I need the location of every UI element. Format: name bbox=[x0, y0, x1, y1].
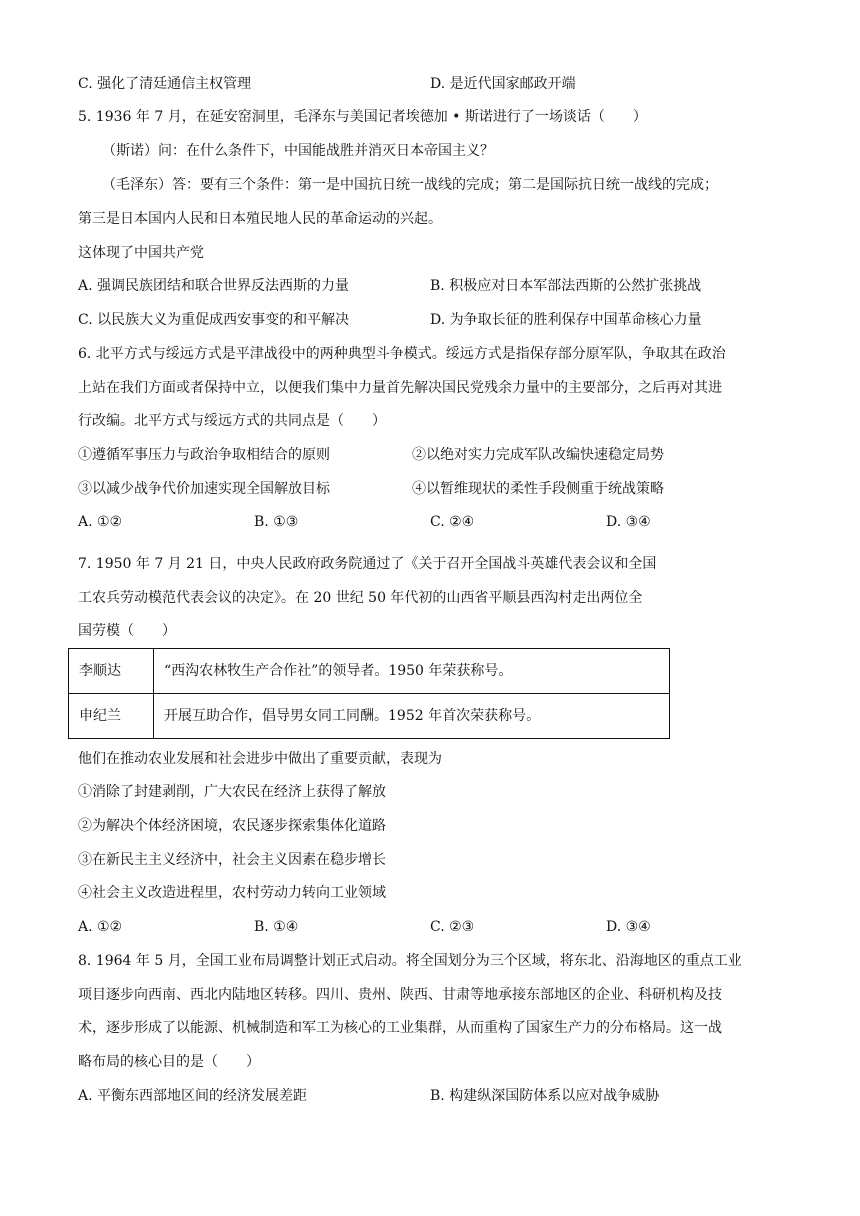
q6-stem-line-1: 6. 北平方式与绥远方式是平津战役中的两种典型斗争模式。绥远方式是指保存部分原军队，争取其在政治 bbox=[78, 346, 726, 362]
q8-stem-line-1: 8. 1964 年 5 月，全国工业布局调整计划正式启动。将全国划分为三个区域，将东北、沿海地区的重点工业 bbox=[78, 953, 742, 969]
q5-option-b: B. 积极应对日本军部法西斯的公然扩张挑战 bbox=[430, 278, 702, 294]
q6-option-a: A. ①② bbox=[78, 514, 123, 530]
q6-item-3: ③以减少战争代价加速实现全国解放目标 bbox=[78, 481, 330, 497]
table-row bbox=[69, 649, 670, 694]
q4-option-d: D. 是近代国家邮政开端 bbox=[430, 76, 576, 92]
q8-stem-line-4: 略布局的核心目的是（ ） bbox=[78, 1054, 260, 1070]
q7-lead: 他们在推动农业发展和社会进步中做出了重要贡献，表现为 bbox=[78, 751, 442, 767]
q6-option-d: D. ③④ bbox=[606, 514, 651, 530]
q7-item-3: ③在新民主主义经济中，社会主义因素在稳步增长 bbox=[78, 852, 386, 868]
q6-stem-line-2: 上站在我们方面或者保持中立，以便我们集中力量首先解决国民党残余力量中的主要部分，之后再对其进 bbox=[78, 380, 722, 396]
q5-answer-line-1: （毛泽东）答：要有三个条件：第一是中国抗日统一战线的完成；第二是国际抗日统一战线的完成； bbox=[102, 177, 718, 193]
q6-option-b: B. ①③ bbox=[254, 514, 299, 530]
q6-stem-line-3: 行改编。北平方式与绥远方式的共同点是（ ） bbox=[78, 413, 386, 429]
q7-stem-line-3: 国劳模（ ） bbox=[78, 623, 176, 639]
q8-option-b: B. 构建纵深国防体系以应对战争威胁 bbox=[430, 1088, 660, 1104]
q5-option-a: A. 强调民族团结和联合世界反法西斯的力量 bbox=[78, 278, 350, 294]
q5-stem: 5. 1936 年 7 月，在延安窑洞里，毛泽东与美国记者埃德加 • 斯诺进行了一场谈话（ ） bbox=[78, 109, 647, 125]
q7-option-c: C. ②③ bbox=[430, 919, 475, 935]
q8-option-a: A. 平衡东西部地区间的经济发展差距 bbox=[78, 1088, 308, 1104]
q6-item-2: ②以绝对实力完成军队改编快速稳定局势 bbox=[412, 447, 664, 463]
q7-stem-line-1: 7. 1950 年 7 月 21 日，中央人民政府政务院通过了《关于召开全国战斗英雄代表会议和全国 bbox=[78, 556, 657, 572]
q6-item-1: ①遵循军事压力与政治争取相结合的原则 bbox=[78, 447, 330, 463]
q5-answer-line-2: 第三是日本国内人民和日本殖民地人民的革命运动的兴起。 bbox=[78, 211, 442, 227]
q8-stem-line-3: 术，逐步形成了以能源、机械制造和军工为核心的工业集群，从而重构了国家生产力的分布格局。这一战 bbox=[78, 1020, 722, 1036]
q6-option-c: C. ②④ bbox=[430, 514, 475, 530]
q7-option-a: A. ①② bbox=[78, 919, 123, 935]
q5-lead: 这体现了中国共产党 bbox=[78, 245, 204, 261]
q7-item-4: ④社会主义改造进程里，农村劳动力转向工业领域 bbox=[78, 885, 386, 901]
q5-option-c: C. 以民族大义为重促成西安事变的和平解决 bbox=[78, 312, 350, 328]
q4-option-c: C. 强化了清廷通信主权管理 bbox=[78, 76, 252, 92]
q7-item-1: ①消除了封建剥削，广大农民在经济上获得了解放 bbox=[78, 784, 386, 800]
q6-item-4: ④以暂维现状的柔性手段侧重于统战策略 bbox=[412, 481, 664, 497]
q8-stem-line-2: 项目逐步向西南、西北内陆地区转移。四川、贵州、陕西、甘肃等地承接东部地区的企业、科研机构及技 bbox=[78, 987, 722, 1003]
worker-description: 开展互助合作，倡导男女同工同酬。1952 年首次荣获称号。 bbox=[154, 694, 670, 739]
q7-item-2: ②为解决个体经济困境，农民逐步探索集体化道路 bbox=[78, 818, 386, 834]
q7-option-d: D. ③④ bbox=[606, 919, 651, 935]
model-workers-table bbox=[68, 648, 670, 739]
worker-name: 李顺达 bbox=[69, 649, 154, 694]
table-row bbox=[69, 694, 670, 739]
q5-question-line: （斯诺）问：在什么条件下，中国能战胜并消灭日本帝国主义？ bbox=[102, 143, 494, 159]
q7-option-b: B. ①④ bbox=[254, 919, 299, 935]
worker-description: “西沟农林牧生产合作社”的领导者。1950 年荣获称号。 bbox=[154, 649, 670, 694]
worker-name: 申纪兰 bbox=[69, 694, 154, 739]
q5-option-d: D. 为争取长征的胜利保存中国革命核心力量 bbox=[430, 312, 702, 328]
q7-stem-line-2: 工农兵劳动模范代表会议的决定》。在 20 世纪 50 年代初的山西省平顺县西沟村走出两位全 bbox=[78, 590, 643, 606]
